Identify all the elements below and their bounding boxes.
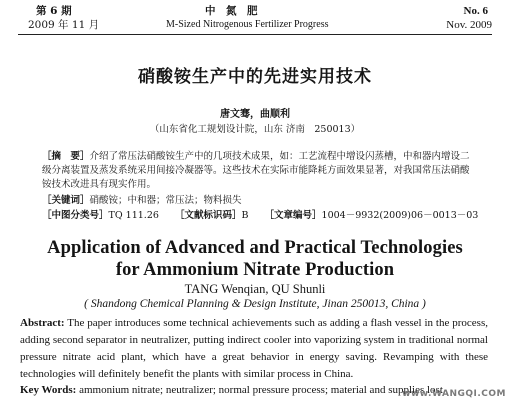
abstract-en-text: The paper introduces some technical achievements such as adding a flash vessel in the process, adding second separator in neutralizer, putting indirect cooler into vaporizing system in traditional normal pressure nitrate acid plant, which have a great behavior in energy saving. Revamping with these technologies will definitely benefit the plants with similar process in China. xyxy=(20,317,488,380)
keywords-cn-label: ［关键词］ xyxy=(42,195,90,206)
title-cn: 硝酸铵生产中的先进实用技术 xyxy=(138,67,372,87)
abstract-cn-label: ［摘 要］ xyxy=(42,151,90,162)
title-en-line1: Application of Advanced and Practical Technologies xyxy=(47,238,463,258)
title-en-line2: for Ammonium Nitrate Production xyxy=(115,260,395,280)
classification-line xyxy=(42,209,478,223)
clc-value: TQ 111.26 xyxy=(108,210,159,221)
abstract-cn xyxy=(42,150,474,192)
abstract-en xyxy=(20,315,488,383)
header-journal-en: M-Sized Nitrogenous Fertilizer Progress xyxy=(166,19,329,30)
header-issue-cn: 第 6 期 xyxy=(36,5,72,17)
header-rule xyxy=(18,34,492,35)
article-no-value: 1004－9932(2009)06－0013－03 xyxy=(321,210,479,221)
authors-en: TANG Wenqian, QU Shunli xyxy=(184,282,326,296)
keywords-en-text: ammonium nitrate; neutralizer; normal pressure process; material and supplies lost xyxy=(76,384,443,396)
abstract-cn-text: 介绍了常压法硝酸铵生产中的几项技术成果，如：工艺流程中增设闪蒸槽，中和器内增设二级分离装置及蒸发系统采用间接冷凝器等。这些技术在实际市能降耗方面效果显著，对我国常压法硝酸铵技术改进具有现实作用。 xyxy=(42,151,470,190)
header-date-en: Nov. 2009 xyxy=(446,19,492,31)
doc-code-value: B xyxy=(241,210,249,221)
doc-code-label: ［文献标识码］ xyxy=(174,210,242,221)
header-date-cn: 2009 年 11 月 xyxy=(28,19,100,31)
keywords-cn-text: 硝酸铵；中和器；常压法；物料损失 xyxy=(89,195,242,206)
watermark: www.WANGQI.COM xyxy=(402,389,506,399)
keywords-en-label: Key Words: xyxy=(20,384,77,396)
article-no-label: ［文章编号］ xyxy=(264,210,322,221)
header-issue-en: No. 6 xyxy=(463,5,488,17)
header-journal-cn: 中 氮 肥 xyxy=(205,5,258,17)
abstract-en-label: Abstract: xyxy=(20,317,65,329)
affiliation-cn: （山东省化工规划设计院，山东 济南 250013） xyxy=(149,124,361,135)
clc-label: ［中图分类号］ xyxy=(42,210,109,221)
keywords-cn xyxy=(42,194,242,208)
affiliation-en: ( Shandong Chemical Planning & Design Institute, Jinan 250013, China ) xyxy=(84,298,426,310)
authors-cn: 唐文骞，曲顺利 xyxy=(220,109,290,120)
